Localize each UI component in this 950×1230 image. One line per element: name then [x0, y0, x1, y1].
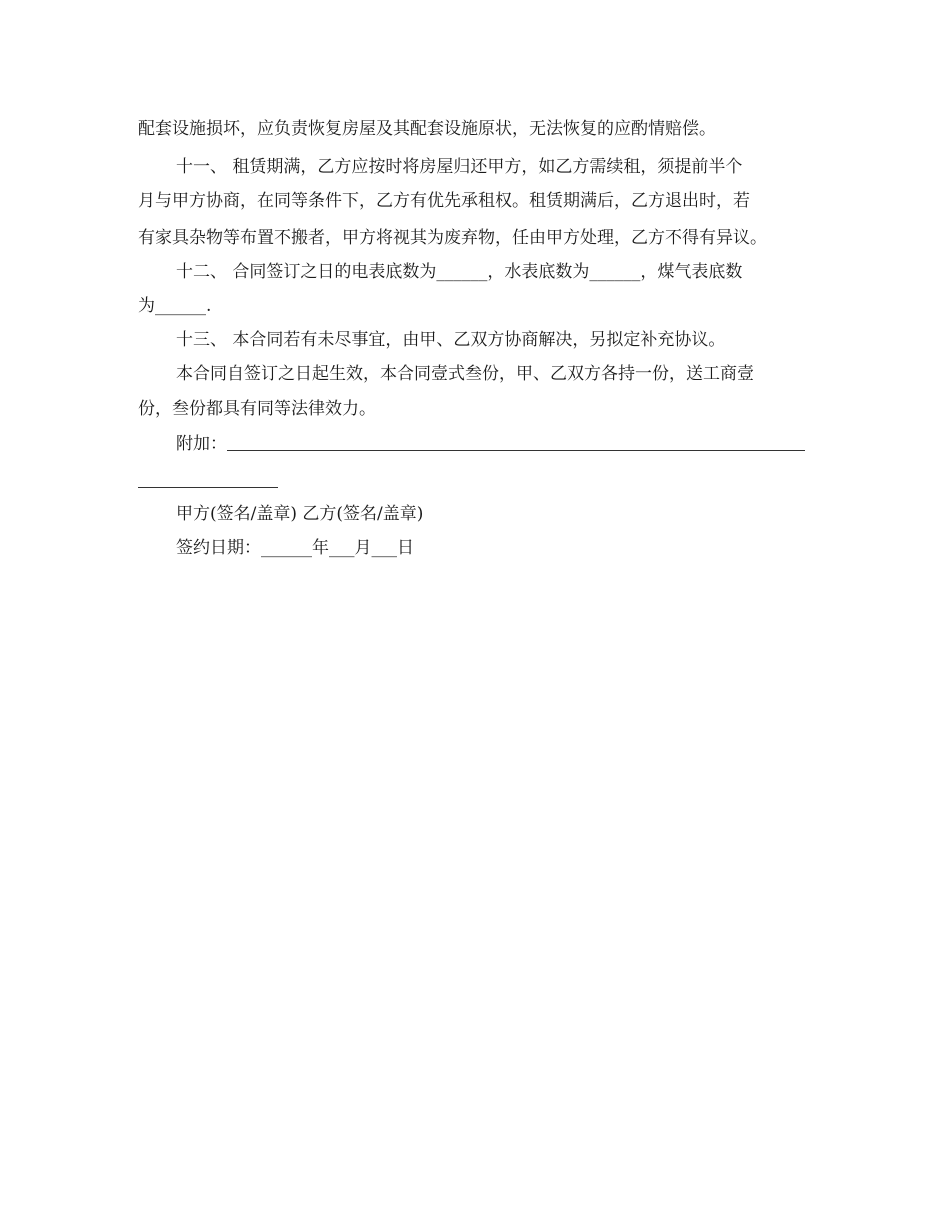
paragraph-line: 配套设施损坏，应负责恢复房屋及其配套设施原状，无法恢复的应酌情赔偿。: [138, 119, 716, 139]
clause-13-line-1: 十三、 本合同若有未尽事宜，由甲、乙双方协商解决，另拟定补充协议。: [176, 330, 726, 350]
signing-date-line: 签约日期：______年___月___日: [176, 538, 414, 558]
signature-line: 甲方(签名/盖章) 乙方(签名/盖章): [176, 504, 424, 524]
effect-paragraph-line-2: 份，叁份都具有同等法律效力。: [138, 399, 376, 419]
clause-11-line-1: 十一、 租赁期满，乙方应按时将房屋归还甲方，如乙方需续租，须提前半个: [176, 157, 743, 177]
addendum-blank: [227, 432, 805, 451]
effect-paragraph-line-1: 本合同自签订之日起生效，本合同壹式叁份，甲、乙双方各持一份，送工商壹: [176, 364, 754, 384]
addendum-label: 附加：: [176, 434, 227, 454]
clause-12-line-1: 十二、 合同签订之日的电表底数为______，水表底数为______，煤气表底数: [176, 262, 743, 282]
addendum-blank-continuation: [138, 487, 278, 488]
addendum-line: [176, 427, 816, 461]
clause-12-line-2: 为______.: [138, 296, 212, 316]
clause-11-line-3: 有家具杂物等布置不搬者，甲方将视其为废弃物，任由甲方处理，乙方不得有异议。: [138, 228, 767, 248]
clause-11-line-2: 月与甲方协商，在同等条件下，乙方有优先承租权。租赁期满后，乙方退出时，若: [138, 191, 750, 211]
